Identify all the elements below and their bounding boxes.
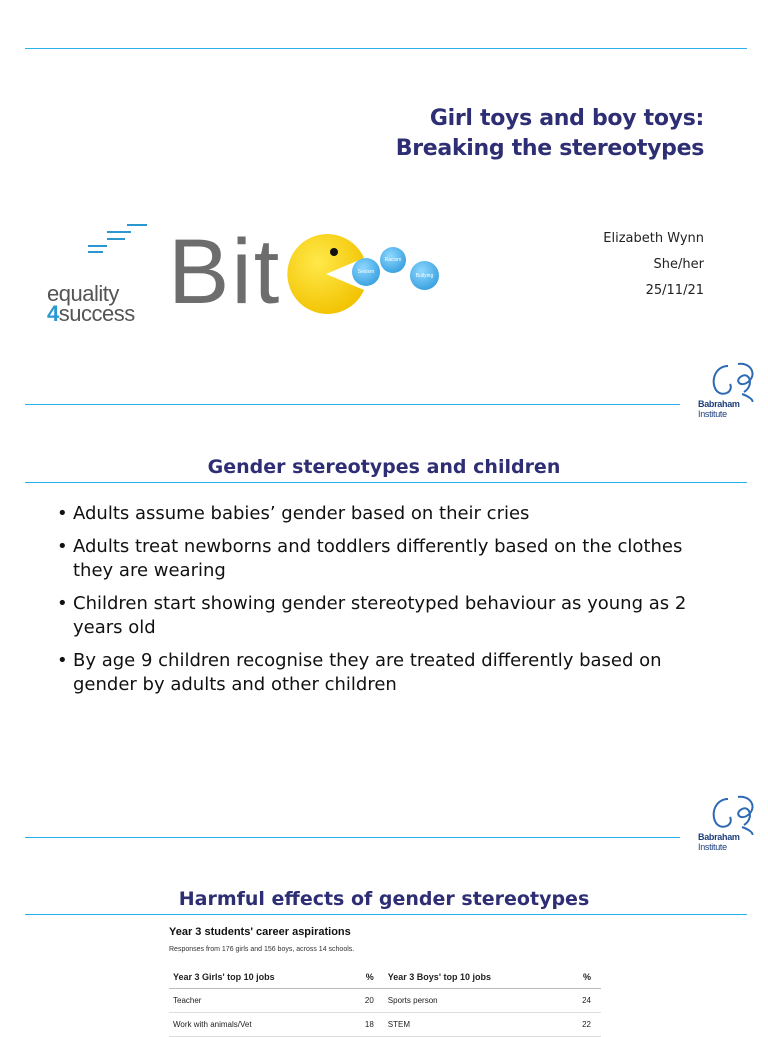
babraham-logo-line2: Institute [698,842,727,852]
table-header-row [169,966,601,989]
bullet-item: • Adults treat newborns and toddlers differently based on the clothes they are wearing [57,535,707,583]
boys-pct-cell: 24 [563,989,601,1013]
bit-logo-text: Bit [168,221,282,323]
boys-pct-cell: 22 [563,1013,601,1037]
girls-pct-cell: 20 [346,989,384,1013]
e4s-logo-text-line2 [47,301,135,327]
slide1-title-line2: Breaking the stereotypes [395,136,704,161]
e4s-logo-text-line1: equality [47,281,119,306]
e4s-logo-success: success [58,301,135,326]
babraham-swirl-icon [698,793,758,835]
boys-job-cell: Sports person [384,989,563,1013]
girls-pct-cell: 18 [346,1013,384,1037]
table-row [169,989,601,1013]
e4s-lines-icon [47,220,157,260]
bubble-racism: Racism [380,247,406,273]
slide1-bottom-rule [25,404,680,405]
author-name: Elizabeth Wynn [603,231,704,246]
bullet-item: • By age 9 children recognise they are treated differently based on gender by adults and other children [57,649,707,697]
bullet-item: • Children start showing gender stereotyped behaviour as young as 2 years old [57,592,707,640]
bubble-bullying: Bullying [410,261,439,290]
babraham-logo-line1: Babraham [698,399,740,409]
header-boys-jobs: Year 3 Boys' top 10 jobs [384,966,563,989]
header-girls-jobs: Year 3 Girls' top 10 jobs [169,966,346,989]
babraham-swirl-icon [698,360,758,402]
boys-job-cell: STEM [384,1013,563,1037]
babraham-logo-2 [698,793,758,863]
table-subtitle: Responses from 176 girls and 156 boys, across 14 schools. [169,946,355,953]
career-aspirations-table [169,966,601,1037]
table-row [169,1013,601,1037]
babraham-logo-line2: Institute [698,409,727,419]
slide1-top-rule [25,48,747,49]
babraham-logo-line1: Babraham [698,832,740,842]
slide3-heading: Harmful effects of gender stereotypes [178,888,590,910]
slide2-bottom-rule [25,837,680,838]
bubble-sexism: Sexism [352,258,380,286]
presentation-date: 25/11/21 [645,283,704,298]
author-pronouns: She/her [653,257,704,272]
header-boys-pct: % [563,966,601,989]
slide3-heading-rule [25,914,747,915]
girls-job-cell: Teacher [169,989,346,1013]
girls-job-cell: Work with animals/Vet [169,1013,346,1037]
table-title: Year 3 students' career aspirations [169,926,351,938]
e4s-logo-four: 4 [47,301,59,326]
header-girls-pct: % [346,966,384,989]
slide2-heading-rule [25,482,747,483]
slide2-heading: Gender stereotypes and children [207,456,561,478]
bullet-item: • Adults assume babies’ gender based on their cries [57,502,707,526]
slide2-bullet-list [57,502,707,706]
babraham-logo [698,360,758,430]
slide1-title-line1: Girl toys and boy toys: [429,106,704,131]
